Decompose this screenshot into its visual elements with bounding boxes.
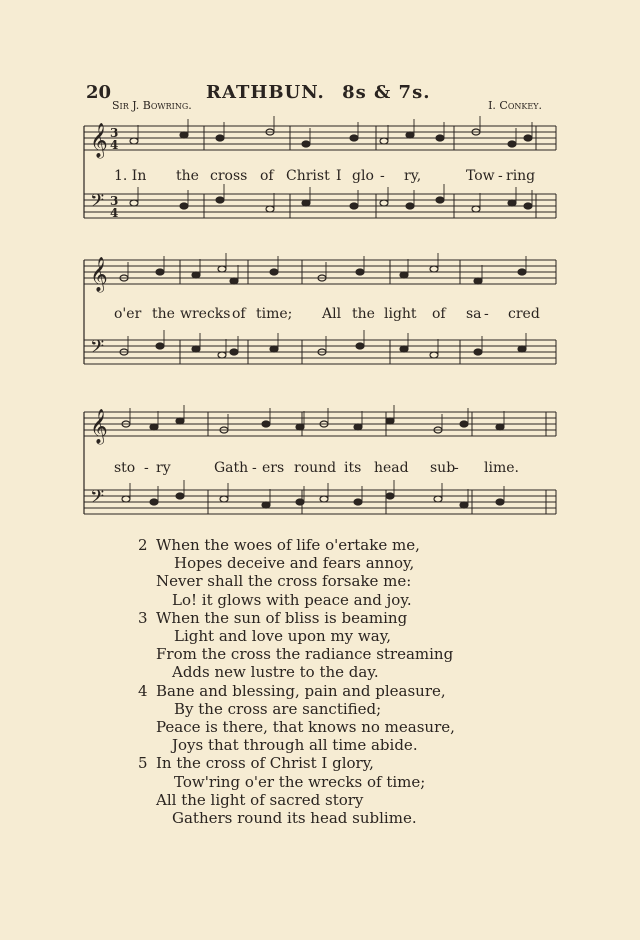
lyrics-line-2 (84, 306, 556, 324)
syllable: - (144, 460, 149, 476)
note-head (434, 496, 442, 502)
note-head (230, 278, 238, 284)
music-composer: I. Conkey. (488, 99, 542, 112)
syllable: o'er (114, 306, 142, 322)
note-head (216, 135, 224, 141)
time-signature-top: 3 (110, 194, 119, 208)
lyrics-line-3 (84, 460, 556, 478)
note-head (436, 135, 444, 141)
note-head (518, 346, 526, 352)
note-head (262, 502, 270, 508)
syllable: ry (156, 460, 171, 476)
syllable: sub (430, 460, 456, 476)
syllable: head (374, 460, 409, 476)
note-head (460, 502, 468, 508)
note-head (400, 272, 408, 278)
note-head (262, 421, 270, 427)
note-head (218, 266, 226, 272)
note-head (524, 135, 532, 141)
verse-number: 2 (138, 536, 148, 554)
note-head (302, 200, 310, 206)
syllable: cross (210, 168, 248, 184)
note-head (130, 138, 138, 144)
note-head (176, 418, 184, 424)
stanza-2 (138, 536, 498, 609)
note-head (150, 499, 158, 505)
staff-system-2-graphic (84, 254, 556, 394)
note-head (524, 203, 532, 209)
syllable: Gath (214, 460, 249, 476)
syllable: light (384, 306, 417, 322)
verse-text: Bane and blessing, pain and pleasure, (156, 681, 446, 700)
note-head (474, 278, 482, 284)
note-head (436, 197, 444, 203)
note-head (130, 200, 138, 206)
note-head (180, 203, 188, 209)
note-head (150, 424, 158, 430)
stanza-3 (138, 609, 498, 682)
treble-clef-icon: 𝄞 (90, 257, 108, 292)
verse-line: Adds new lustre to the day. (172, 663, 379, 682)
bass-clef-icon: 𝄢 (90, 337, 105, 362)
syllable: - (454, 460, 459, 476)
note-head (386, 493, 394, 499)
page-number: 20 (86, 82, 112, 103)
syllable: ers (262, 460, 285, 476)
verse-line (138, 609, 498, 627)
note-head (518, 269, 526, 275)
syllable: sa (466, 306, 482, 322)
note-head (380, 138, 388, 144)
stanza-4 (138, 682, 498, 755)
bass-clef-icon: 𝄢 (90, 487, 105, 512)
note-head (350, 135, 358, 141)
syllable: its (344, 460, 362, 476)
time-signature-bottom: 4 (110, 206, 119, 220)
syllable: of (260, 168, 274, 184)
syllable: round (294, 460, 337, 476)
note-head (472, 206, 480, 212)
note-head (122, 496, 130, 502)
note-head (386, 418, 394, 424)
note-head (218, 352, 226, 358)
note-head (508, 200, 516, 206)
verse-text: When the woes of life o'ertake me, (156, 536, 420, 554)
words-author: Sir J. Bowring. (112, 99, 192, 112)
note-head (320, 496, 328, 502)
note-head (302, 141, 310, 147)
note-head (350, 203, 358, 209)
note-head (270, 346, 278, 352)
note-head (356, 269, 364, 275)
verse-line: Tow'ring o'er the wrecks of time; (174, 772, 426, 791)
verse-number: 3 (138, 608, 148, 627)
note-head (356, 343, 364, 349)
syllable: lime. (484, 460, 519, 476)
note-head (496, 424, 504, 430)
bass-clef-icon: 𝄢 (90, 191, 105, 216)
note-head (176, 493, 184, 499)
verse-line: All the light of sacred story (156, 790, 364, 809)
verse-line (138, 754, 498, 772)
verse-line: Peace is there, that knows no measure, (156, 718, 455, 737)
syllable: 1. In (114, 168, 147, 184)
note-head (354, 424, 362, 430)
verse-text: When the sun of bliss is beaming (156, 608, 408, 627)
stanza-5 (138, 754, 498, 827)
time-signature-top: 3 (110, 126, 119, 140)
verse-number: 4 (138, 681, 148, 700)
syllable: cred (508, 306, 540, 322)
verse-line: Gathers round its head sublime. (172, 809, 417, 828)
note-head (156, 269, 164, 275)
verse-line (138, 536, 498, 554)
note-head (380, 200, 388, 206)
note-head (156, 343, 164, 349)
note-head (496, 499, 504, 505)
note-head (430, 352, 438, 358)
note-head (216, 197, 224, 203)
syllable: All (322, 306, 342, 322)
hymn-meter: 8s & 7s. (342, 82, 431, 103)
treble-clef-icon: 𝄞 (90, 409, 108, 444)
note-head (180, 132, 188, 138)
verse-line: From the cross the radiance streaming (156, 645, 454, 664)
verse-text: In the cross of Christ I glory, (156, 754, 374, 773)
verse-line: Hopes deceive and fears annoy, (174, 554, 415, 573)
note-head (508, 141, 516, 147)
note-head (266, 206, 274, 212)
verse-number: 5 (138, 754, 148, 773)
music-system-2 (84, 254, 556, 394)
note-head (230, 349, 238, 355)
syllable: the (152, 306, 175, 322)
note-head (400, 346, 408, 352)
note-head (192, 272, 200, 278)
note-head (406, 203, 414, 209)
verse-line (138, 682, 498, 700)
note-head (354, 499, 362, 505)
note-head (406, 132, 414, 138)
note-head (430, 266, 438, 272)
syllable: the (352, 306, 375, 322)
treble-clef-icon: 𝄞 (90, 123, 108, 158)
syllable: - (484, 306, 489, 322)
syllable: of (232, 306, 246, 322)
time-signature-bottom: 4 (110, 138, 119, 152)
verse-line: Never shall the cross forsake me: (156, 572, 412, 591)
syllable: I (336, 168, 342, 184)
verses-block (138, 536, 498, 827)
syllable: time; (256, 306, 293, 322)
note-head (474, 349, 482, 355)
music-system-3 (84, 402, 556, 530)
verse-line: By the cross are sanctified; (174, 699, 382, 718)
verse-line: Light and love upon my way, (174, 627, 391, 646)
syllable: sto (114, 460, 136, 476)
syllable: Tow (466, 168, 495, 184)
syllable: - (498, 168, 503, 184)
note-head (220, 496, 228, 502)
hymn-title-text: RATHBUN. (206, 82, 325, 103)
syllable: ring (506, 168, 536, 184)
syllable: glo (352, 168, 374, 184)
syllable: the (176, 168, 199, 184)
syllable: ry, (404, 168, 422, 184)
syllable: of (432, 306, 446, 322)
note-head (270, 269, 278, 275)
note-head (192, 346, 200, 352)
syllable: wrecks (180, 306, 231, 322)
verse-line: Lo! it glows with peace and joy. (172, 590, 412, 609)
note-head (460, 421, 468, 427)
note-head (296, 499, 304, 505)
syllable: Christ (286, 168, 330, 184)
attribution-row (112, 99, 542, 115)
verse-line: Joys that through all time abide. (172, 736, 418, 755)
syllable: - (252, 460, 257, 476)
lyrics-line-1 (84, 168, 556, 186)
note-head (296, 424, 304, 430)
syllable: - (380, 168, 385, 184)
music-system-1 (84, 118, 556, 238)
